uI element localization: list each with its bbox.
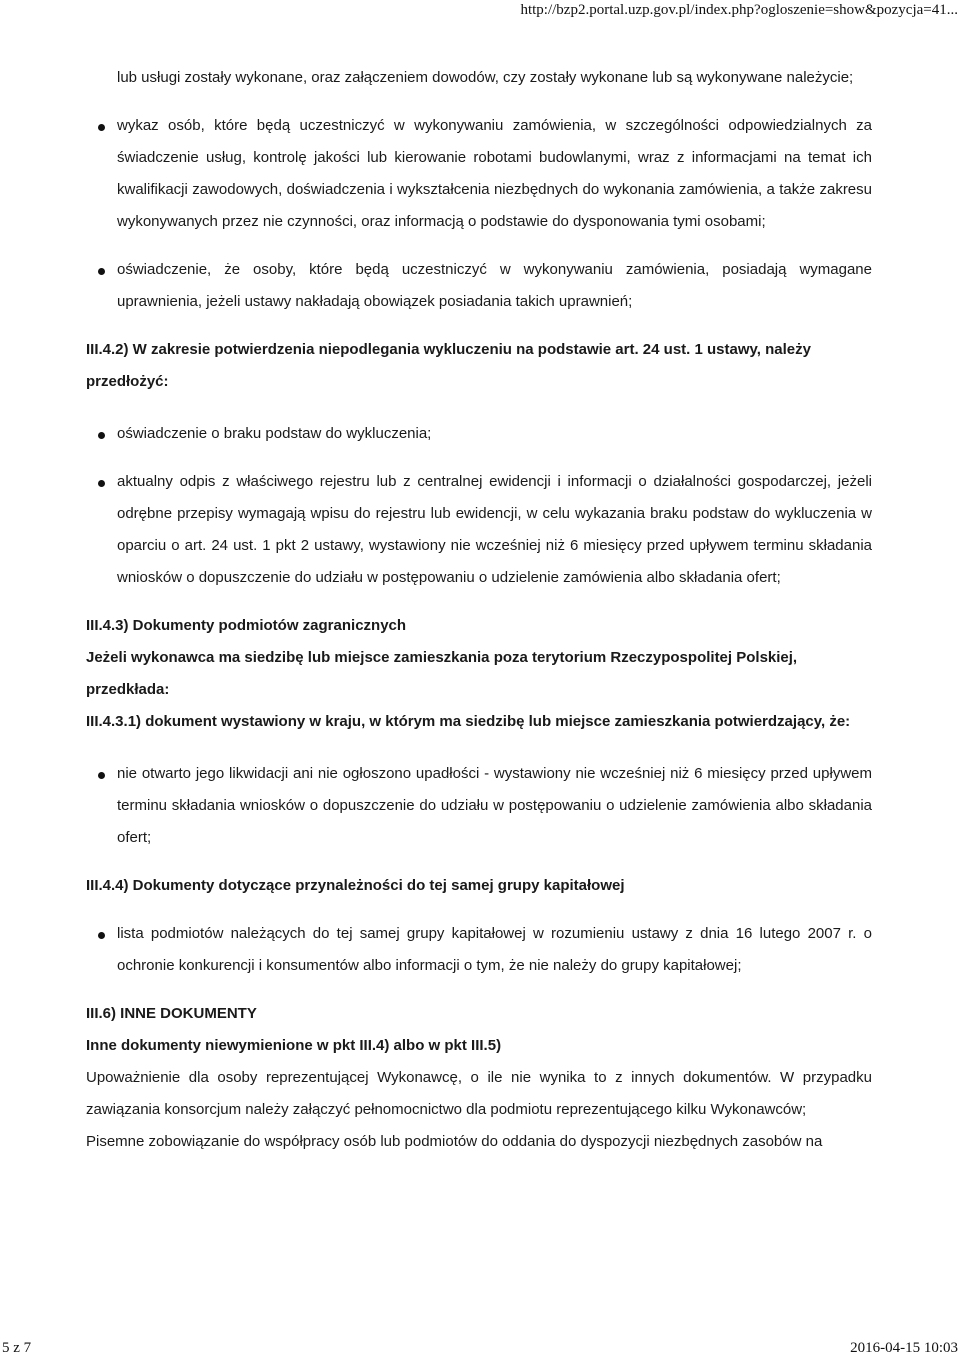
continuation-text: lub usługi zostały wykonane, oraz załączeniem dowodów, czy zostały wykonane lub są wykonywane należycie;: [117, 69, 854, 86]
list-item: [86, 254, 872, 318]
list-item: [86, 466, 872, 594]
page-url-header: http://bzp2.portal.uzp.gov.pl/index.php?ogloszenie=show&pozycja=41...: [520, 2, 958, 18]
other-documents-paragraph: Pisemne zobowiązanie do współpracy osób lub podmiotów do oddania do dyspozycji niezbędnych zasobów na: [86, 1133, 823, 1150]
foreign-documents-list: [86, 758, 872, 854]
list-item-text: oświadczenie o braku podstaw do wykluczenia;: [117, 425, 432, 442]
bullet-icon: [98, 932, 105, 939]
document-body: [86, 62, 872, 1158]
list-item: [86, 918, 872, 982]
section-heading-3-6-subtitle: Inne dokumenty niewymienione w pkt III.4) albo w pkt III.5): [86, 1037, 502, 1054]
section-heading-3-6: III.6) INNE DOKUMENTY: [86, 1005, 257, 1022]
section-heading-3-4-2: III.4.2) W zakresie potwierdzenia niepodlegania wykluczeniu na podstawie art. 24 ust. 1 ustawy, należy przedłożyć:: [86, 341, 811, 390]
other-documents-paragraph: Upoważnienie dla osoby reprezentującej Wykonawcę, o ile nie wynika to z innych dokumentów. W przypadku zawiązania konsorcjum należy załączyć pełnomocnictwo dla podmiotu reprezentującego kilku Wykonawców;: [86, 1069, 872, 1118]
bullet-icon: [98, 124, 105, 131]
list-item-text: wykaz osób, które będą uczestniczyć w wykonywaniu zamówienia, w szczególności odpowiedzialnych za świadczenie usług, kontrolę jakości lub kierowanie robotami budowlanymi, wraz z informacjami na temat ich kwalifikacji zawodowych, doświadczenia i wykształcenia niezbędnych do wykonania zamówienia, a także zakresu wykonywanych przez nie czynności, oraz informacją o podstawie do dysponowania tymi osobami;: [117, 117, 872, 230]
staff-documents-list: [86, 110, 872, 318]
list-item: [86, 758, 872, 854]
section-heading-3-4-4: III.4.4) Dokumenty dotyczące przynależności do tej samej grupy kapitałowej: [86, 877, 625, 894]
section-heading-3-4-3: III.4.3) Dokumenty podmiotów zagranicznych: [86, 617, 407, 634]
page-number: 5 z 7: [2, 1340, 32, 1356]
list-item-text: lista podmiotów należących do tej samej grupy kapitałowej w rozumieniu ustawy z dnia 16 lutego 2007 r. o ochronie konkurencji i konsumentów albo informacji o tym, że nie należy do grupy kapitałowej;: [117, 925, 872, 974]
bullet-icon: [98, 480, 105, 487]
bullet-icon: [98, 432, 105, 439]
list-item-text: aktualny odpis z właściwego rejestru lub z centralnej ewidencji i informacji o działalności gospodarczej, jeżeli odrębne przepisy wymagają wpisu do rejestru lub ewidencji, w celu wykazania braku podstaw do wykluczenia w oparciu o art. 24 ust. 1 pkt 2 ustawy, wystawiony nie wcześniej niż 6 miesięcy przed upływem terminu składania wniosków o dopuszczenie do udziału w postępowaniu o udzielenie zamówienia albo składania ofert;: [117, 473, 872, 586]
section-heading-3-4-3-subtitle: Jeżeli wykonawca ma siedzibę lub miejsce zamieszkania poza terytorium Rzeczypospolitej Polskiej, przedkłada:: [86, 649, 798, 698]
list-item: [86, 110, 872, 238]
list-item-text: nie otwarto jego likwidacji ani nie ogłoszono upadłości - wystawiony nie wcześniej niż 6 miesięcy przed upływem terminu składania wniosków o dopuszczenie do udziału w postępowaniu o udzielenie zamówienia albo składania ofert;: [117, 765, 872, 846]
section-heading-3-4-3-1: III.4.3.1) dokument wystawiony w kraju, w którym ma siedzibę lub miejsce zamieszkania potwierdzający, że:: [86, 713, 851, 730]
bullet-icon: [98, 268, 105, 275]
list-item-text: oświadczenie, że osoby, które będą uczestniczyć w wykonywaniu zamówienia, posiadają wymagane uprawnienia, jeżeli ustawy nakładają obowiązek posiadania takich uprawnień;: [117, 261, 872, 310]
bullet-icon: [98, 772, 105, 779]
exclusion-documents-list: [86, 418, 872, 594]
print-timestamp: 2016-04-15 10:03: [850, 1340, 958, 1356]
list-item: [86, 418, 872, 450]
capital-group-list: [86, 918, 872, 982]
